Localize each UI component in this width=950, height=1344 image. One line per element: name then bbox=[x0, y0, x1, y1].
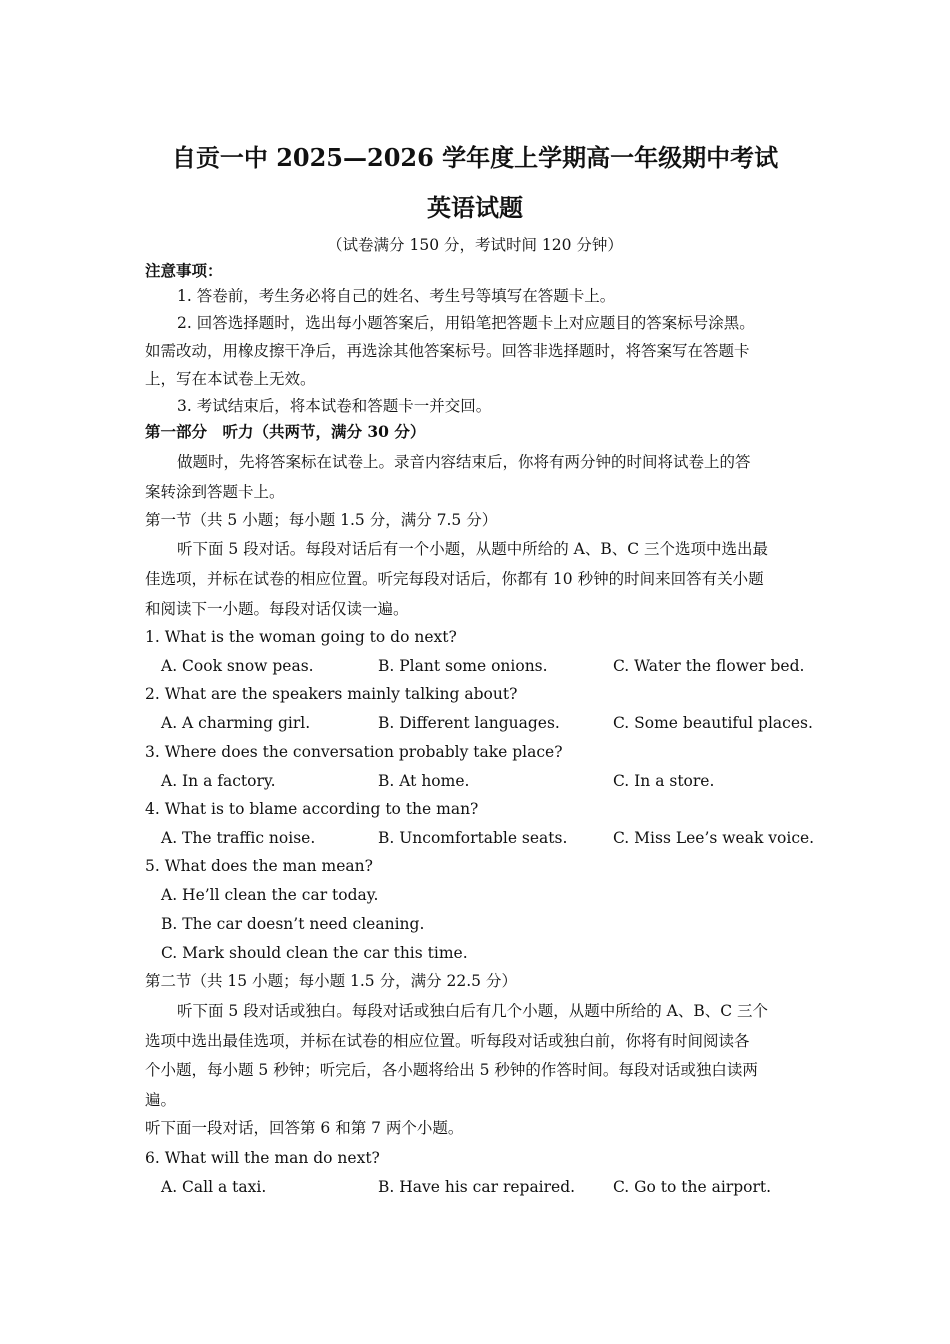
question-2: 2. What are the speakers mainly talking about? bbox=[145, 685, 518, 703]
section1-directions-line-1: 听下面 5 段对话。每段对话后有一个小题，从题中所给的 A、B、C 三个选项中选出最 bbox=[177, 540, 769, 558]
exam-subject: 英语试题 bbox=[427, 193, 523, 222]
q2-option-a: A. A charming girl. bbox=[161, 714, 311, 732]
q1-option-b: B. Plant some onions. bbox=[378, 657, 548, 675]
exam-title: 自贡一中 2025—2026 学年度上学期高一年级期中考试 bbox=[171, 143, 779, 172]
q4-option-b: B. Uncomfortable seats. bbox=[378, 829, 568, 847]
listen-note: 听下面一段对话，回答第 6 和第 7 两个小题。 bbox=[145, 1119, 464, 1137]
q3-option-b: B. At home. bbox=[378, 772, 470, 790]
q6-option-c: C. Go to the airport. bbox=[613, 1178, 772, 1196]
notice-label: 注意事项： bbox=[145, 261, 223, 280]
q2-option-c: C. Some beautiful places. bbox=[613, 714, 813, 732]
q5-option-c: C. Mark should clean the car this time. bbox=[161, 944, 468, 962]
question-4: 4. What is to blame according to the man? bbox=[145, 800, 479, 818]
q3-option-a: A. In a factory. bbox=[161, 772, 276, 790]
q4-option-a: A. The traffic noise. bbox=[161, 829, 316, 847]
section2-directions-line-4: 遍。 bbox=[145, 1091, 177, 1109]
notice-item-3: 3. 考试结束后，将本试卷和答题卡一并交回。 bbox=[177, 397, 492, 415]
q6-option-a: A. Call a taxi. bbox=[161, 1178, 267, 1196]
notice-item-2-line-2: 如需改动，用橡皮擦干净后，再选涂其他答案标号。回答非选择题时，将答案写在答题卡 bbox=[145, 342, 750, 360]
notice-item-2-line-3: 上，写在本试卷上无效。 bbox=[145, 370, 316, 388]
part1-heading: 第一部分 听力（共两节，满分 30 分） bbox=[145, 422, 426, 441]
section1-heading: 第一节（共 5 小题；每小题 1.5 分，满分 7.5 分） bbox=[145, 511, 498, 529]
question-6: 6. What will the man do next? bbox=[145, 1149, 380, 1167]
q3-option-c: C. In a store. bbox=[613, 772, 715, 790]
notice-item-1: 1. 答卷前，考生务必将自己的姓名、考生号等填写在答题卡上。 bbox=[177, 287, 616, 305]
section2-heading: 第二节（共 15 小题；每小题 1.5 分，满分 22.5 分） bbox=[145, 972, 517, 990]
q6-option-b: B. Have his car repaired. bbox=[378, 1178, 576, 1196]
notice-item-2-line-1: 2. 回答选择题时，选出每小题答案后，用铅笔把答题卡上对应题目的答案标号涂黑。 bbox=[177, 314, 755, 332]
part1-intro-line-2: 案转涂到答题卡上。 bbox=[145, 483, 285, 501]
question-3: 3. Where does the conversation probably take place? bbox=[145, 743, 563, 761]
section1-directions-line-2: 佳选项，并标在试卷的相应位置。听完每段对话后，你都有 10 秒钟的时间来回答有关小题 bbox=[145, 570, 764, 588]
q4-option-c: C. Miss Lee’s weak voice. bbox=[613, 829, 815, 847]
q5-option-b: B. The car doesn’t need cleaning. bbox=[161, 915, 425, 933]
q5-option-a: A. He’ll clean the car today. bbox=[161, 886, 379, 904]
q1-option-a: A. Cook snow peas. bbox=[161, 657, 314, 675]
section2-directions-line-1: 听下面 5 段对话或独白。每段对话或独白后有几个小题，从题中所给的 A、B、C 三个 bbox=[177, 1002, 769, 1020]
question-1: 1. What is the woman going to do next? bbox=[145, 628, 457, 646]
question-5: 5. What does the man mean? bbox=[145, 857, 373, 875]
part1-intro-line-1: 做题时，先将答案标在试卷上。录音内容结束后，你将有两分钟的时间将试卷上的答 bbox=[177, 453, 751, 471]
section2-directions-line-3: 个小题，每小题 5 秒钟；听完后，各小题将给出 5 秒钟的作答时间。每段对话或独白读两 bbox=[145, 1061, 758, 1079]
section2-directions-line-2: 选项中选出最佳选项，并标在试卷的相应位置。听每段对话或独白前，你将有时间阅读各 bbox=[145, 1032, 750, 1050]
q1-option-c: C. Water the flower bed. bbox=[613, 657, 805, 675]
score-info: （试卷满分 150 分，考试时间 120 分钟） bbox=[327, 236, 623, 254]
q2-option-b: B. Different languages. bbox=[378, 714, 560, 732]
section1-directions-line-3: 和阅读下一小题。每段对话仅读一遍。 bbox=[145, 600, 409, 618]
